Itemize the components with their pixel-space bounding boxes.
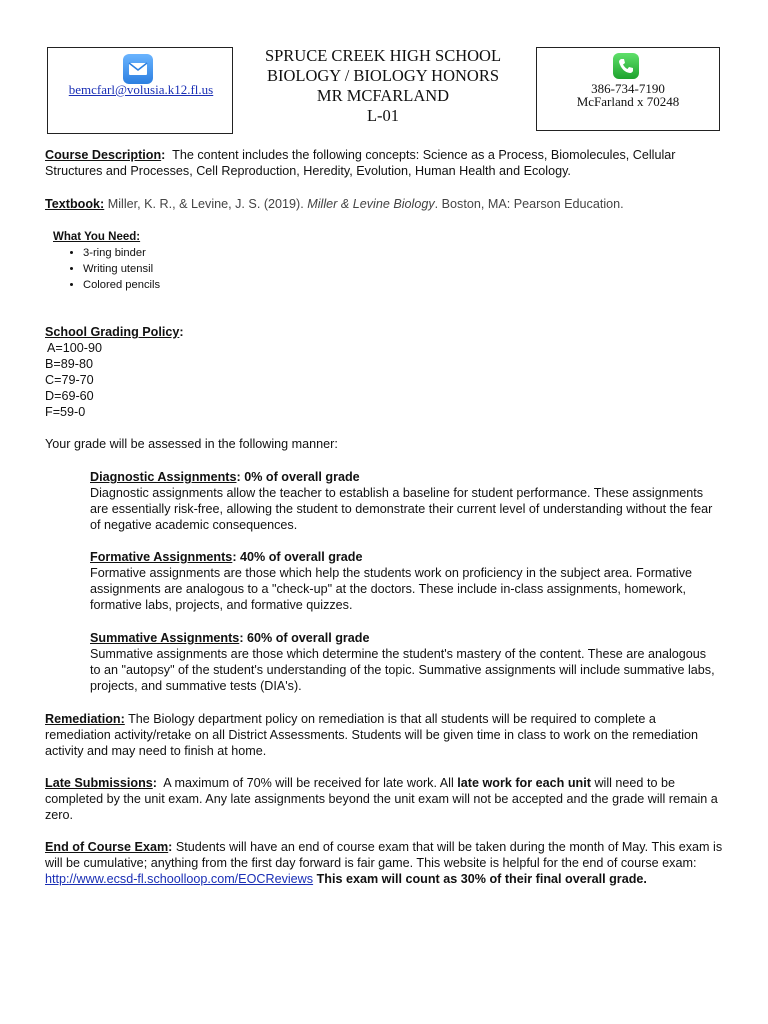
eoc-bold: This exam will count as 30% of their final overall grade. (316, 872, 647, 886)
formative-text: Formative assignments are those which help the students work on proficiency in the subject area. Formative assignments are analogous to a "check-up" at the doctors. These include in-class assignments, homework, formative labs, projects, and formative quizzes. (90, 566, 692, 612)
formative-section (90, 549, 720, 613)
late-bold: late work for each unit (457, 776, 591, 790)
what-you-need-label: What You Need: (53, 231, 141, 243)
grading-policy-label: School Grading Policy (45, 325, 180, 339)
grade-c: C=79-70 (45, 373, 94, 387)
course-description-label: Course Description (45, 148, 162, 162)
grade-a: A=100-90 (47, 341, 102, 355)
list-item: • Writing utensil (83, 261, 733, 277)
grading-policy: School Grading Policy: A=100-90 B=89-80 C=79-70 D=69-60 F=59-0 (45, 324, 725, 420)
grade-d: D=69-60 (45, 389, 94, 403)
textbook-authors: Miller, K. R., & Levine, J. S. (2019). (107, 197, 304, 211)
end-of-course-exam: End of Course Exam: Students will have an end of course exam that will be taken during the month of May. This exam is will be cumulative; anything from the first day forward is fair game. This website is helpful for the end of course exam: http://www.ecsd-fl.schoolloop.com/EOCReviews This exam will count as 30% of their final overall grade. (45, 840, 723, 886)
textbook (45, 196, 725, 212)
email-box (47, 47, 233, 134)
grade-f: F=59-0 (45, 405, 86, 419)
late-submissions: Late Submissions: A maximum of 70% will be received for late work. All late work for each unit will need to be completed by the unit exam. Any late assignments beyond the unit exam will not be accepted and the grade will remain a zero. (45, 776, 718, 822)
list-item: • Colored pencils (83, 277, 733, 293)
course-name: BIOLOGY / BIOLOGY HONORS (266, 66, 500, 85)
eoc-text: Students will have an end of course exam that will be taken during the month of May. This exam is will be cumulative; anything from the first day forward is fair game. This website is helpful for the end of course exam: (45, 840, 723, 870)
diagnostic-weight: : 0% of overall grade (236, 470, 360, 484)
course-description-text: The content includes the following concepts: Science as a Process, Biomolecules, Cellular Structures and Processes, Cell Reproduction, Heredity, Evolution, Human Health and Ecology. (45, 148, 676, 178)
summative-label: Summative Assignments (90, 631, 240, 645)
phone-extension: McFarland x 70248 (576, 94, 680, 109)
teacher-name: MR MCFARLAND (316, 86, 450, 105)
eoc-link[interactable]: http://www.ecsd-fl.schoolloop.com/EOCReviews (45, 872, 314, 886)
phone-box (536, 47, 720, 131)
room-number: L-01 (366, 106, 400, 125)
phone-number: 386-734-7190 (591, 81, 665, 96)
school-name: SPRUCE CREEK HIGH SCHOOL (264, 46, 502, 65)
email-link[interactable]: bemcfarl@volusia.k12.fl.us (68, 82, 214, 97)
late-text-2: will need to be completed by the unit exam. Any late assignments beyond the unit exam will not be accepted and the grade will remain a zero. (45, 776, 718, 822)
supply-list (53, 245, 733, 293)
remediation (45, 711, 725, 759)
textbook-title: Miller & Levine Biology (307, 197, 435, 211)
diagnostic-section (90, 469, 720, 533)
late-text-1: A maximum of 70% will be received for late work. All (163, 776, 454, 790)
remediation-text: The Biology department policy on remediation is that all students will be required to complete a remediation activity/retake on all District Assessments. Students will be given time in class to work on the remediation activity and may need to finish at home. (45, 712, 699, 758)
summative-text: Summative assignments are those which determine the student's mastery of the content. These are analogous to an "autopsy" of the student's understanding of the topic. Summative assignments will include summative labs, projects, and summative tests (DIA's). (90, 647, 715, 693)
summative-weight: : 60% of overall grade (239, 631, 370, 645)
course-header (240, 46, 526, 126)
course-description: Course Description: The content includes the following concepts: Science as a Process, Biomolecules, Cellular Structures and Processes, Cell Reproduction, Heredity, Evolution, Human Health and Ecology. (45, 148, 676, 178)
summative-section (90, 630, 720, 694)
list-item: • 3-ring binder (83, 245, 733, 261)
formative-label: Formative Assignments (90, 550, 233, 564)
mail-icon (123, 54, 153, 84)
late-label: Late Submissions (45, 776, 153, 790)
grade-b: B=89-80 (45, 357, 93, 371)
phone-icon (613, 53, 639, 79)
remediation-label: Remediation: (45, 712, 125, 726)
what-you-need (53, 229, 733, 293)
diagnostic-text: Diagnostic assignments allow the teacher to establish a baseline for student performance. These assignments are essentially risk-free, allowing the student to demonstrate their current level of understanding without the fear of negative academic consequences. (90, 486, 713, 532)
diagnostic-label: Diagnostic Assignments (90, 470, 237, 484)
textbook-label: Textbook: (45, 197, 105, 211)
formative-weight: : 40% of overall grade (232, 550, 363, 564)
textbook-publisher: . Boston, MA: Pearson Education. (434, 197, 624, 211)
assessment-intro: Your grade will be assessed in the following manner: (45, 437, 338, 451)
eoc-label: End of Course Exam (45, 840, 169, 854)
